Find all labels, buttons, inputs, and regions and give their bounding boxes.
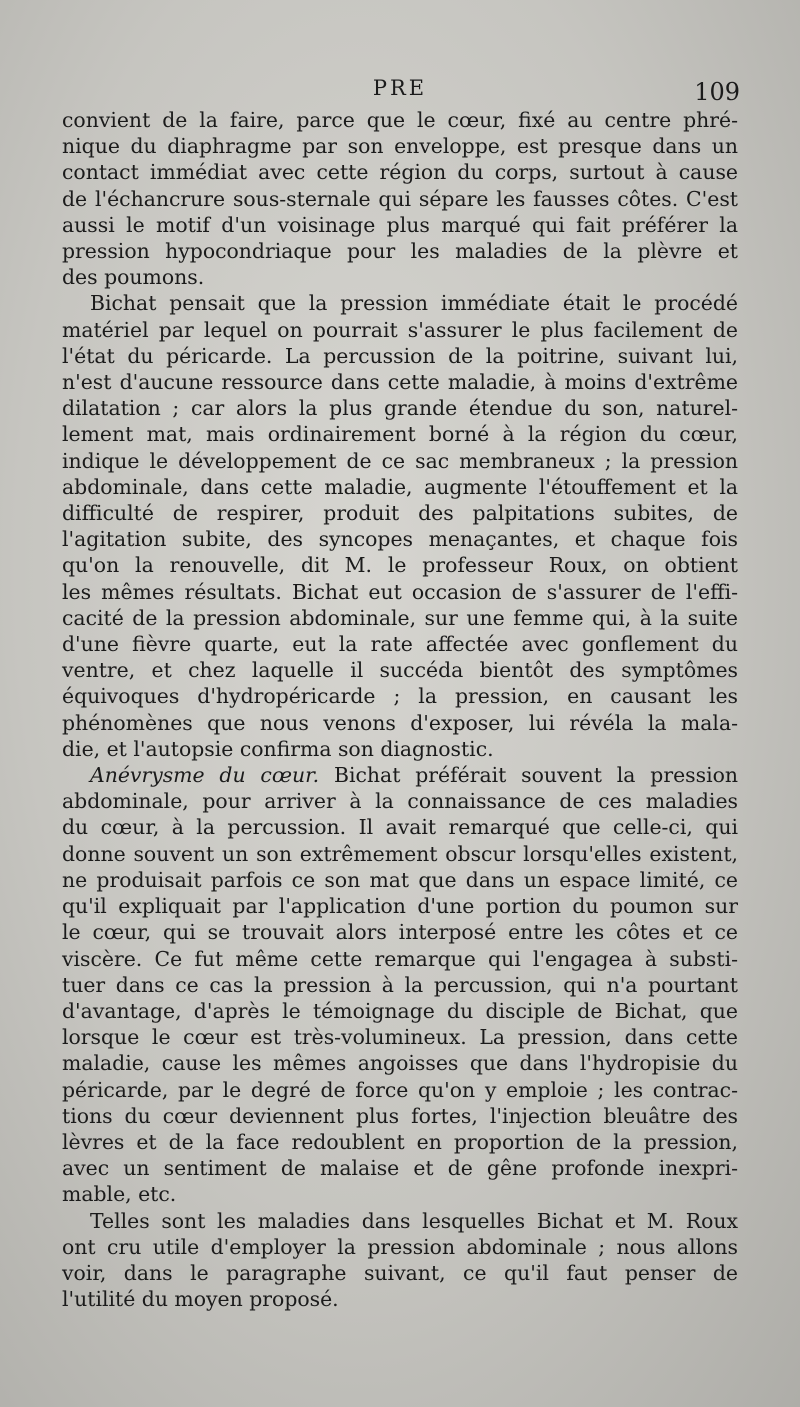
- line-text: abdominale, pour arriver à la connaissance de ces maladies: [62, 789, 738, 814]
- text-line: [62, 972, 738, 998]
- line-text: dilatation ; car alors la plus grande étendue du son, naturel-: [62, 396, 738, 421]
- line-text: Bichat pensait que la pression immédiate était le procédé: [90, 291, 738, 316]
- text-line: [62, 395, 738, 421]
- line-text: Telles sont les maladies dans lesquelles Bichat et M. Roux: [90, 1208, 738, 1233]
- text-line: [62, 919, 738, 945]
- line-text: contact immédiat avec cette région du corps, surtout à cause: [62, 160, 738, 185]
- text-line: [62, 1077, 738, 1103]
- line-text: qu'on la renouvelle, dit M. le professeur Roux, on obtient: [62, 553, 738, 578]
- line-text: convient de la faire, parce que le cœur, fixé au centre phré-: [62, 108, 738, 132]
- line-text: ventre, et chez laquelle il succéda bientôt des symptômes: [62, 658, 738, 683]
- text-line: [62, 552, 738, 578]
- line-text: équivoques d'hydropéricarde ; la pression, en causant les: [62, 684, 738, 709]
- text-line: [62, 1260, 738, 1286]
- line-text: difficulté de respirer, produit des palpitations subites, de: [62, 501, 738, 526]
- line-text: des poumons.: [62, 265, 205, 290]
- text-line: [62, 1234, 738, 1260]
- line-text: d'une fièvre quarte, eut la rate affectée avec gonflement du: [62, 632, 738, 657]
- line-text: n'est d'aucune ressource dans cette maladie, à moins d'extrême: [62, 370, 738, 395]
- line-text: maladie, cause les mêmes angoisses que dans l'hydropisie du: [62, 1051, 738, 1076]
- text-line: [62, 448, 738, 474]
- line-text: lement mat, mais ordinairement borné à la région du cœur,: [62, 422, 738, 447]
- text-line: [62, 238, 738, 264]
- line-text: péricarde, par le degré de force qu'on y emploie ; les contrac-: [62, 1077, 738, 1102]
- running-head: PRE: [372, 76, 428, 100]
- text-line: [62, 1129, 738, 1155]
- text-line: [62, 867, 738, 893]
- line-text: l'agitation subite, des syncopes menaçantes, et chaque fois: [62, 527, 738, 552]
- text-line: [62, 657, 738, 683]
- text-line: [62, 814, 738, 840]
- text-line: [62, 1024, 738, 1050]
- line-text: lorsque le cœur est très-volumineux. La pression, dans cette: [62, 1025, 738, 1050]
- text-line: [62, 579, 738, 605]
- line-text: cacité de la pression abdominale, sur une femme qui, à la suite: [62, 605, 738, 630]
- body-text: [62, 107, 738, 1312]
- line-text: Bichat préférait souvent la pression: [319, 763, 739, 788]
- text-line: [62, 290, 738, 316]
- text-line: [62, 998, 738, 1024]
- section-heading-italic: Anévrysme du cœur.: [90, 763, 320, 788]
- line-text: l'état du péricarde. La percussion de la poitrine, suivant lui,: [62, 343, 738, 368]
- line-text: nique du diaphragme par son enveloppe, est presque dans un: [62, 134, 738, 159]
- text-line: [62, 343, 738, 369]
- text-line: [62, 1181, 738, 1207]
- line-text: mable, etc.: [62, 1182, 177, 1207]
- line-text: ne produisait parfois ce son mat que dans un espace limité, ce: [62, 867, 738, 892]
- text-line: [62, 788, 738, 814]
- text-line: [62, 186, 738, 212]
- line-text: qu'il expliquait par l'application d'une portion du poumon sur: [62, 894, 738, 919]
- text-line: [62, 946, 738, 972]
- text-line: [62, 1208, 738, 1234]
- text-line: [62, 500, 738, 526]
- line-text: du cœur, à la percussion. Il avait remarqué que celle-ci, qui: [62, 815, 738, 840]
- text-line: [62, 1103, 738, 1129]
- text-line: [62, 683, 738, 709]
- line-text: die, et l'autopsie confirma son diagnostic.: [62, 736, 494, 761]
- line-text: donne souvent un son extrêmement obscur lorsqu'elles existent,: [62, 841, 738, 866]
- line-text: le cœur, qui se trouvait alors interposé entre les côtes et ce: [62, 920, 738, 945]
- text-line: [62, 1286, 738, 1312]
- line-text: les mêmes résultats. Bichat eut occasion de s'assurer de l'effi-: [62, 579, 738, 604]
- text-line: [62, 1050, 738, 1076]
- line-text: lèvres et de la face redoublent en proportion de la pression,: [62, 1129, 738, 1154]
- text-line: [62, 421, 738, 447]
- line-text: abdominale, dans cette maladie, augmente l'étouffement et la: [62, 474, 738, 499]
- line-text: d'avantage, d'après le témoignage du disciple de Bichat, que: [62, 998, 738, 1023]
- text-line: [62, 107, 738, 133]
- text-line: [62, 710, 738, 736]
- line-text: voir, dans le paragraphe suivant, ce qu'il faut penser de: [62, 1260, 738, 1285]
- text-line: [62, 1155, 738, 1181]
- text-line: [62, 474, 738, 500]
- line-text: viscère. Ce fut même cette remarque qui l'engagea à substi-: [62, 946, 738, 971]
- line-text: indique le développement de ce sac membraneux ; la pression: [62, 448, 738, 473]
- text-line: [62, 264, 738, 290]
- text-line: [62, 317, 738, 343]
- page-number: 109: [694, 78, 740, 106]
- text-line: [62, 212, 738, 238]
- line-text: pression hypocondriaque pour les maladies de la plèvre et: [62, 239, 738, 264]
- line-text: tions du cœur deviennent plus fortes, l'injection bleuâtre des: [62, 1103, 738, 1128]
- text-line: [62, 631, 738, 657]
- text-line: [62, 841, 738, 867]
- line-text: avec un sentiment de malaise et de gêne profonde inexpri-: [62, 1156, 738, 1181]
- line-text: ont cru utile d'employer la pression abdominale ; nous allons: [62, 1234, 738, 1259]
- text-line: [62, 893, 738, 919]
- line-text: phénomènes que nous venons d'exposer, lui révéla la mala-: [62, 710, 738, 735]
- text-line: [62, 369, 738, 395]
- text-line: [62, 159, 738, 185]
- text-line: [62, 133, 738, 159]
- line-text: matériel par lequel on pourrait s'assurer le plus facilement de: [62, 317, 738, 342]
- line-text: tuer dans ce cas la pression à la percussion, qui n'a pourtant: [62, 972, 738, 997]
- text-line: [62, 736, 738, 762]
- text-line: [62, 762, 738, 788]
- line-text: l'utilité du moyen proposé.: [62, 1287, 339, 1312]
- text-line: [62, 526, 738, 552]
- text-line: [62, 605, 738, 631]
- line-text: aussi le motif d'un voisinage plus marqué qui fait préférer la: [62, 212, 738, 237]
- line-text: de l'échancrure sous-sternale qui sépare les fausses côtes. C'est: [62, 186, 738, 211]
